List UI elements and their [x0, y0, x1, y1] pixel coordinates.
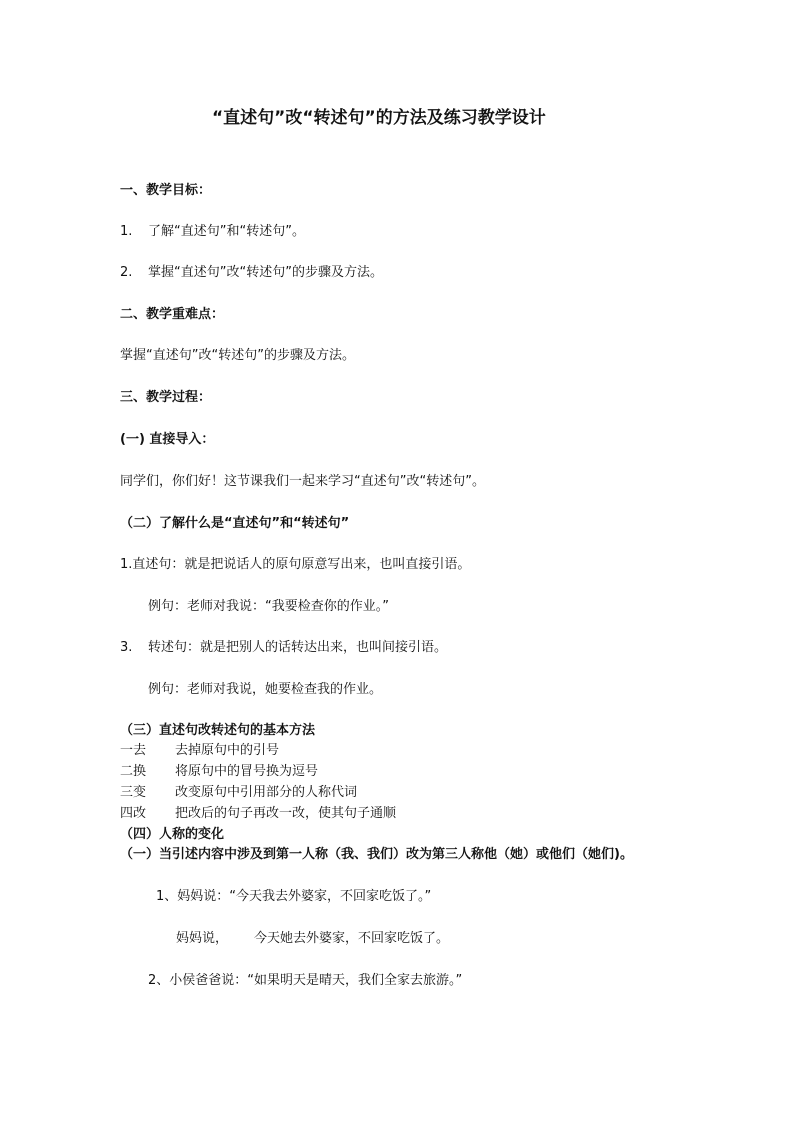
method-desc: 将原句中的冒号换为逗号	[175, 764, 319, 779]
intro-heading: (一) 直接导入：	[120, 432, 215, 447]
method-key: 四改	[120, 806, 147, 821]
intro-text: 同学们，你们好！这节课我们一起来学习“直述句”改“转述句”。	[120, 474, 485, 489]
indirect-number: 3.	[120, 640, 133, 655]
method-desc: 把改后的句子再改一改，使其句子通顺	[175, 806, 397, 821]
goal-item-2-number: 2.	[120, 265, 133, 280]
goal-item-2	[120, 265, 383, 281]
method-key: 一去	[120, 743, 147, 758]
method-heading: （三）直述句改转述句的基本方法	[120, 723, 316, 738]
indirect-text: 转述句：就是把别人的话转达出来，也叫间接引语。	[148, 640, 448, 655]
direct-definition: 1.直述句：就是把说话人的原句原意写出来，也叫直接引语。	[120, 557, 471, 572]
indirect-example: 例句：老师对我说，她要检查我的作业。	[148, 682, 383, 697]
difficulty-text: 掌握“直述句”改“转述句”的步骤及方法。	[120, 348, 355, 363]
goal-item-1	[120, 224, 305, 240]
indirect-definition	[120, 640, 447, 656]
example-1: 1、妈妈说：“今天我去外婆家，不回家吃饭了。”	[156, 889, 432, 904]
method-row-3	[120, 785, 357, 801]
goal-item-2-text: 掌握“直述句”改“转述句”的步骤及方法。	[148, 265, 383, 280]
method-desc: 改变原句中引用部分的人称代词	[175, 785, 358, 800]
method-key: 三变	[120, 785, 147, 800]
document-title: “直述句”改“转述句”的方法及练习教学设计	[212, 108, 546, 128]
method-desc: 去掉原句中的引号	[175, 743, 280, 758]
difficulty-heading: 二、教学重难点：	[120, 307, 225, 322]
example-1-answer-body: 今天她去外婆家，不回家吃饭了。	[254, 931, 450, 946]
example-2: 2、小侯爸爸说：“如果明天是晴天，我们全家去旅游。”	[148, 973, 463, 988]
method-row-1	[120, 743, 279, 759]
process-heading: 三、教学过程：	[120, 390, 212, 405]
person-heading: （四）人称的变化	[120, 827, 225, 842]
example-1-answer-lead: 妈妈说，	[176, 931, 229, 946]
direct-example: 例句：老师对我说：“我要检查你的作业。”	[148, 599, 389, 614]
goals-heading: 一、教学目标：	[120, 183, 212, 198]
person-rule: （一）当引述内容中涉及到第一人称（我、我们）改为第三人称他（她）或他们（她们)。	[120, 847, 633, 862]
goal-item-1-number: 1.	[120, 224, 133, 239]
goal-item-1-text: 了解“直述句”和“转述句”。	[148, 224, 305, 239]
method-key: 二换	[120, 764, 147, 779]
method-row-2	[120, 764, 318, 780]
understand-heading: （二）了解什么是“直述句”和“转述句”	[120, 516, 350, 531]
method-row-4	[120, 806, 396, 822]
example-1-answer	[176, 931, 449, 947]
